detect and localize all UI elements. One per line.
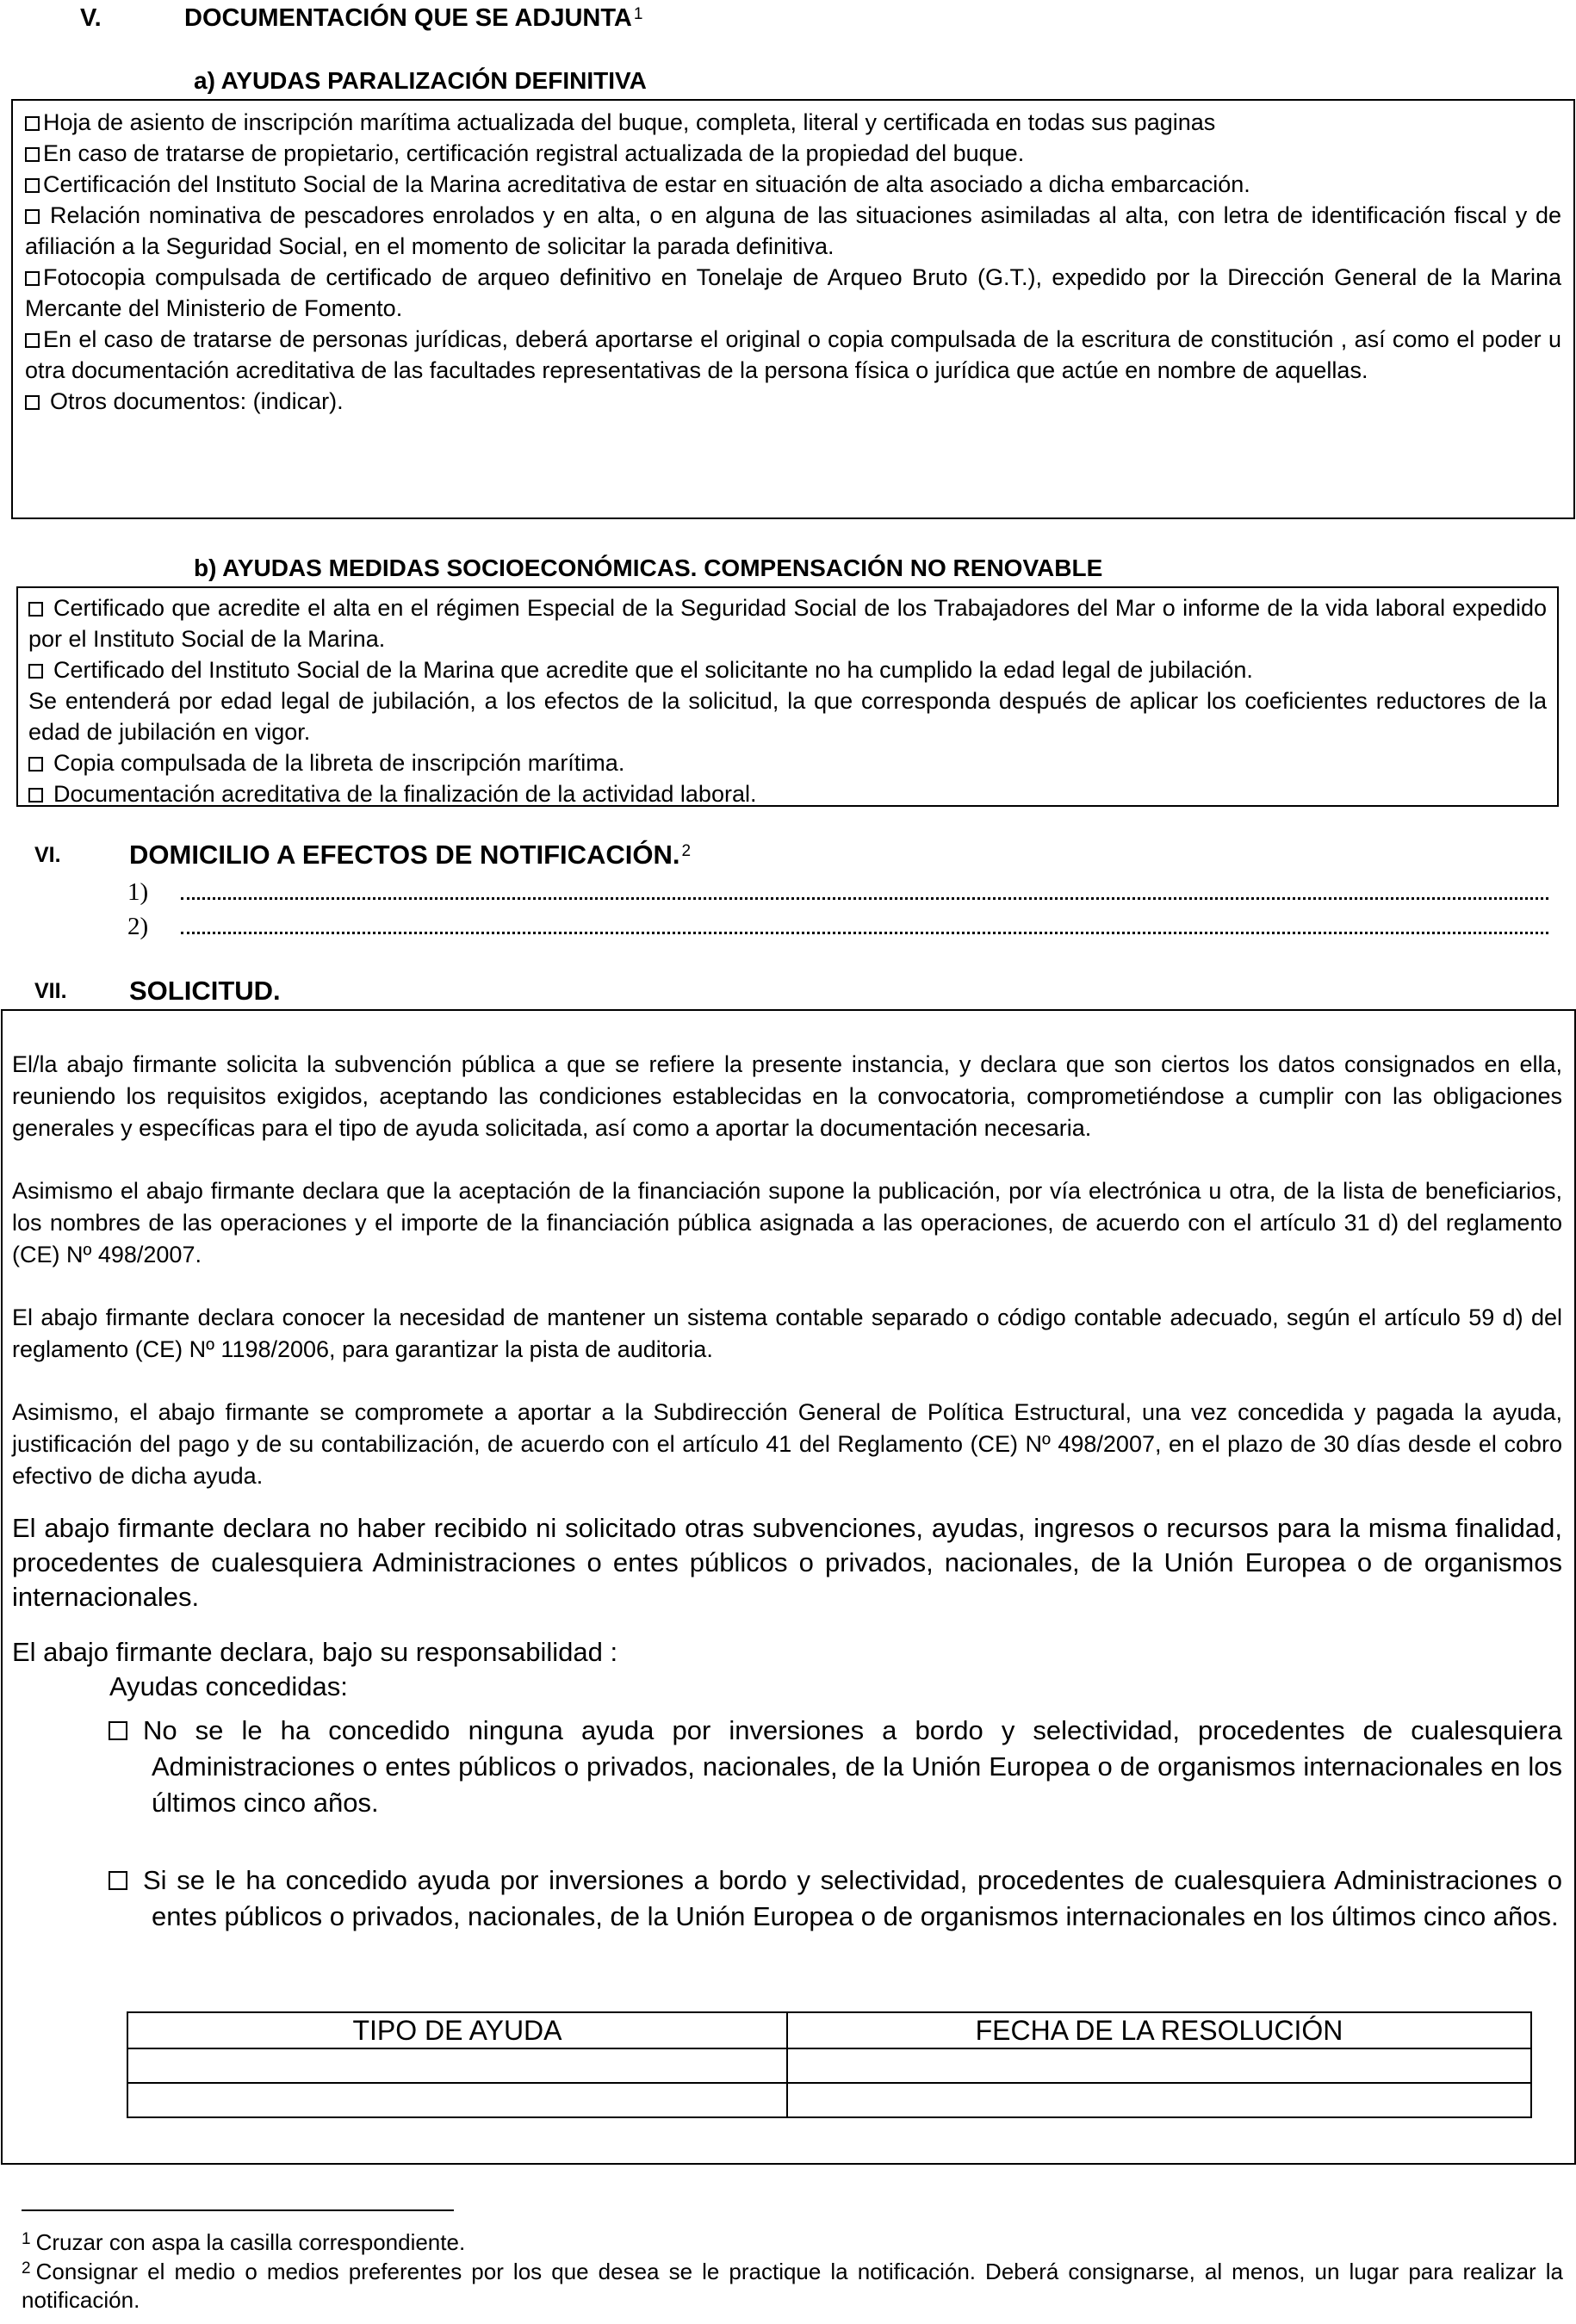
address-line-label: 2): [127, 913, 149, 940]
subsection-a-title: a) AYUDAS PARALIZACIÓN DEFINITIVA: [194, 67, 647, 94]
footnote-1: [22, 2228, 1563, 2257]
checkbox-label: Copia compulsada de la libreta de inscripción marítima.: [53, 750, 625, 776]
section-vii-number: VII.: [34, 979, 67, 1003]
checkbox-item[interactable]: [28, 592, 1547, 654]
checkbox-icon[interactable]: [25, 271, 40, 286]
footnote-text: Consignar el medio o medios preferentes por los que desea se le practique la notificación. Deberá consignarse, al menos, un lugar para realizar la notificación.: [22, 2259, 1563, 2313]
subsection-a-box: [11, 99, 1575, 519]
no-other-aid-declaration: El abajo firmante declara no haber recibido ni solicitado otras subvenciones, ayudas, ingresos o recursos para la misma finalidad, procedentes de cualesquiera Administraciones o entes públicos o privados, nacionales, de la Unión Europea o de organismos internacionales.: [12, 1513, 1562, 1612]
address-line-label: 1): [127, 878, 149, 906]
aid-type-cell[interactable]: [127, 2083, 787, 2117]
checkbox-label: Documentación acreditativa de la finalización de la actividad laboral.: [53, 781, 757, 807]
footnote-divider: [22, 2209, 454, 2211]
responsibility-declaration: El abajo firmante declara, bajo su responsabilidad :: [12, 1637, 618, 1667]
checkbox-icon[interactable]: [28, 788, 43, 803]
resolution-date-cell[interactable]: [787, 2083, 1531, 2117]
aid-table: [127, 2011, 1532, 2118]
column-header-resolution-date: FECHA DE LA RESOLUCIÓN: [787, 2012, 1531, 2048]
retirement-age-note: Se entenderá por edad legal de jubilación, a los efectos de la solicitud, la que corresponda después de aplicar los coeficientes reductores de la edad de jubilación en vigor.: [28, 688, 1547, 745]
checkbox-label: En el caso de tratarse de personas jurídicas, deberá aportarse el original o copia compulsada de la escritura de constitución , así como el poder u otra documentación acreditativa de las facultades representativas de la persona física o jurídica que actúe en nombre de aquellas.: [25, 326, 1561, 383]
section-v-number: V.: [80, 4, 102, 32]
aid-type-cell[interactable]: [127, 2048, 787, 2083]
checkbox-icon[interactable]: [28, 602, 43, 617]
footnote-mark: 2: [22, 2259, 31, 2278]
column-header-aid-type: TIPO DE AYUDA: [127, 2012, 787, 2048]
checkbox-item[interactable]: [28, 747, 1547, 778]
solicitud-paragraph: El abajo firmante declara conocer la necesidad de mantener un sistema contable separado o código contable adecuado, según el artículo 59 d) del reglamento (CE) Nº 1198/2006, para garantizar la pista de auditoria.: [12, 1305, 1562, 1362]
option-label: No se le ha concedido ninguna ayuda por inversiones a bordo y selectividad, procedentes de cualesquiera Administraciones o entes públicos o privados, nacionales, de la Unión Europea o de organismos internacionales en los últimos cinco años.: [143, 1715, 1562, 1818]
checkbox-icon[interactable]: [25, 116, 40, 131]
solicitud-paragraph: Asimismo, el abajo firmante se compromete a aportar a la Subdirección General de Política Estructural, una vez concedida y pagada la ayuda, justificación del pago y de su contabilización, de acuerdo con el artículo 41 del Reglamento (CE) Nº 498/2007, en el plazo de 30 días desde el cobro efectivo de dicha ayuda.: [12, 1399, 1562, 1489]
address-line-2[interactable]: [127, 912, 1548, 941]
checkbox-icon[interactable]: [109, 1871, 127, 1890]
table-header-row: [127, 2012, 1531, 2048]
checkbox-item[interactable]: [25, 169, 1561, 200]
footnote-text: Cruzar con aspa la casilla correspondiente.: [35, 2229, 466, 2255]
checkbox-item[interactable]: [25, 262, 1561, 324]
checkbox-icon[interactable]: [28, 757, 43, 772]
solicitud-box: [1, 1009, 1576, 2165]
footnote-ref-2: 2: [681, 842, 692, 860]
section-vi-title: DOMICILIO A EFECTOS DE NOTIFICACIÓN.: [129, 840, 680, 870]
section-v-title: DOCUMENTACIÓN QUE SE ADJUNTA: [184, 4, 632, 32]
footnote-ref-1: 1: [633, 5, 643, 23]
checkbox-icon[interactable]: [25, 178, 40, 193]
checkbox-item[interactable]: [28, 778, 1547, 809]
checkbox-item[interactable]: [25, 386, 1561, 417]
checkbox-label: Certificado que acredite el alta en el régimen Especial de la Seguridad Social de los Trabajadores del Mar o informe de la vida laboral expedido por el Instituto Social de la Marina.: [28, 595, 1547, 652]
checkbox-icon[interactable]: [109, 1721, 127, 1740]
checkbox-label: Otros documentos: (indicar).: [50, 388, 344, 414]
subsection-b-box: [16, 586, 1559, 807]
section-vi-number: VI.: [34, 843, 61, 867]
table-row: [127, 2083, 1531, 2117]
aid-option-granted[interactable]: [12, 1862, 1562, 1935]
resolution-date-cell[interactable]: [787, 2048, 1531, 2083]
checkbox-label: En caso de tratarse de propietario, certificación registral actualizada de la propiedad del buque.: [43, 140, 1025, 166]
checkbox-icon[interactable]: [25, 147, 40, 162]
option-label: Si se le ha concedido ayuda por inversiones a bordo y selectividad, procedentes de cualesquiera Administraciones o entes públicos o privados, nacionales, de la Unión Europea o de organismos internacionales en los últimos cinco años.: [143, 1865, 1562, 1931]
section-vii-title: SOLICITUD.: [129, 976, 281, 1006]
footnote-mark: 1: [22, 2230, 31, 2248]
checkbox-label: Relación nominativa de pescadores enrolados y en alta, o en alguna de las situaciones asimiladas al alta, con letra de identificación fiscal y de afiliación a la Seguridad Social, en el momento de solicitar la parada definitiva.: [25, 202, 1561, 259]
checkbox-item[interactable]: [25, 107, 1561, 138]
checkbox-item[interactable]: [25, 324, 1561, 386]
checkbox-icon[interactable]: [25, 395, 40, 410]
checkbox-icon[interactable]: [28, 664, 43, 679]
checkbox-label: Certificado del Instituto Social de la Marina que acredite que el solicitante no ha cumplido la edad legal de jubilación.: [53, 657, 1253, 683]
subsection-b-title: b) AYUDAS MEDIDAS SOCIOECONÓMICAS. COMPENSACIÓN NO RENOVABLE: [194, 555, 1103, 581]
checkbox-label: Hoja de asiento de inscripción marítima actualizada del buque, completa, literal y certificada en todas sus paginas: [43, 109, 1216, 135]
table-row: [127, 2048, 1531, 2083]
footnote-2: [22, 2258, 1563, 2315]
checkbox-item[interactable]: [25, 200, 1561, 262]
address-line-1[interactable]: [127, 877, 1548, 907]
aid-granted-label: Ayudas concedidas:: [109, 1671, 348, 1701]
dotted-fill-line[interactable]: [181, 897, 1548, 900]
checkbox-label: Fotocopia compulsada de certificado de arqueo definitivo en Tonelaje de Arqueo Bruto (G.T.), expedido por la Dirección General de la Marina Mercante del Ministerio de Fomento.: [25, 264, 1561, 321]
solicitud-paragraph: El/la abajo firmante solicita la subvención pública a que se refiere la presente instancia, y declara que son ciertos los datos consignados en ella, reuniendo los requisitos exigidos, aceptando las condiciones establecidas en la convocatoria, comprometiéndose a cumplir con las obligaciones generales y específicas para el tipo de ayuda solicitada, así como a aportar la documentación necesaria.: [12, 1051, 1562, 1141]
checkbox-item[interactable]: [25, 138, 1561, 169]
dotted-fill-line[interactable]: [181, 932, 1548, 934]
checkbox-label: Certificación del Instituto Social de la Marina acreditativa de estar en situación de alta asociado a dicha embarcación.: [43, 171, 1250, 197]
checkbox-icon[interactable]: [25, 209, 40, 224]
aid-option-none[interactable]: [12, 1713, 1562, 1821]
solicitud-paragraph: Asimismo el abajo firmante declara que la aceptación de la financiación supone la publicación, por vía electrónica u otra, de la lista de beneficiarios, los nombres de las operaciones y el importe de la financiación pública asignada a las operaciones, de acuerdo con el artículo 31 d) del reglamento (CE) Nº 498/2007.: [12, 1178, 1562, 1267]
checkbox-icon[interactable]: [25, 333, 40, 348]
checkbox-item[interactable]: [28, 654, 1547, 685]
